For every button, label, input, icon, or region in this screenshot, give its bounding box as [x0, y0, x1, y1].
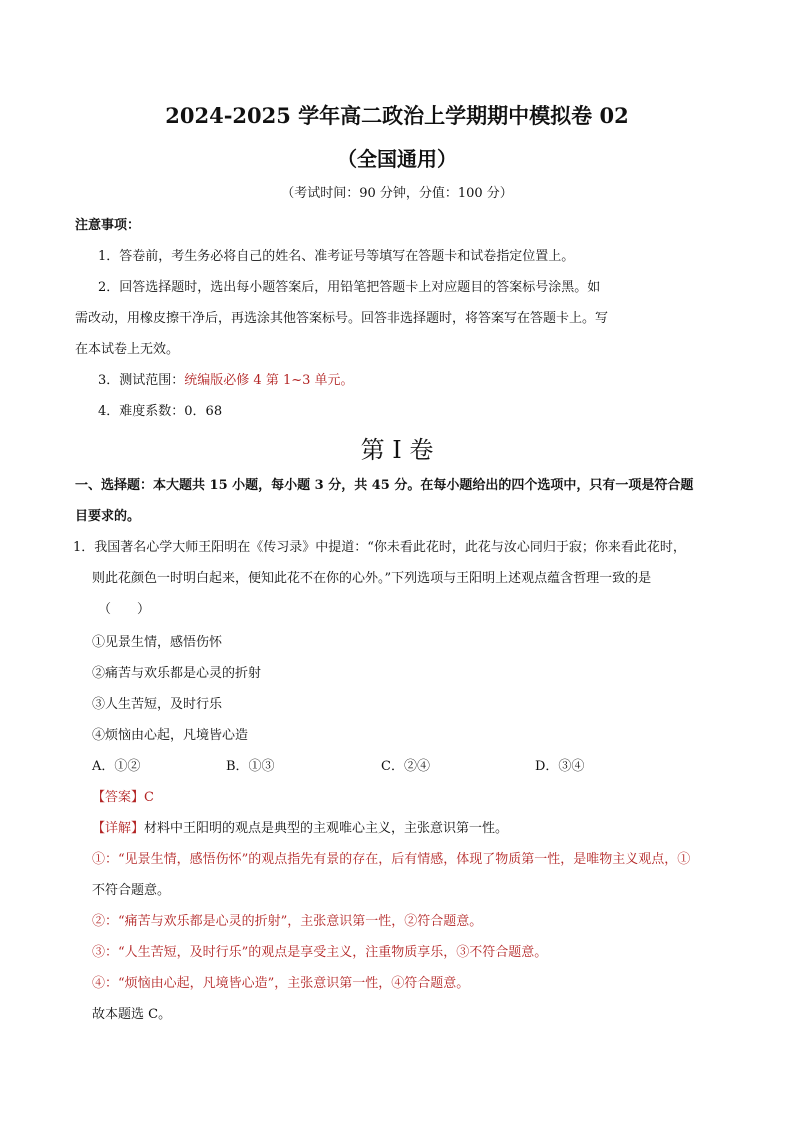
question-stem-line-2: 则此花颜色一时明白起来，便知此花不在你的心外。”下列选项与王阳明上述观点蕴含哲理一致的是 — [92, 571, 652, 586]
explanation-item-1-line-1: ①：“见景生情，感悟伤怀”的观点指先有景的存在，后有情感，体现了物质第一性，是唯物主义观点，① — [92, 852, 691, 867]
test-scope: 统编版必修 4 第 1~3 单元。 — [184, 373, 354, 388]
notice-item-4: 4．难度系数：0．68 — [98, 404, 223, 419]
notice-item-3 — [98, 371, 354, 391]
option-b: B．①③ — [226, 759, 275, 774]
answer-line — [92, 788, 154, 808]
notice-item-3-prefix: 3．测试范围： — [98, 373, 185, 388]
question-item-2: ②痛苦与欢乐都是心灵的折射 — [92, 666, 262, 681]
answer-label: 【答案】 — [92, 790, 145, 805]
notice-item-2-line-2: 需改动，用橡皮擦干净后，再选涂其他答案标号。回答非选择题时，将答案写在答题卡上。写 — [75, 311, 609, 326]
option-c: C．②④ — [381, 759, 430, 774]
exam-time-score: （考试时间：90 分钟，分值：100 分） — [281, 186, 513, 201]
notice-item-1: 1．答卷前，考生务必将自己的姓名、准考证号等填写在答题卡和试卷指定位置上。 — [98, 249, 575, 264]
explanation-label: 【详解】 — [92, 821, 145, 836]
notice-item-2-line-1: 2．回答选择题时，选出每小题答案后，用铅笔把答题卡上对应题目的答案标号涂黑。如 — [98, 280, 601, 295]
explanation-item-3: ③：“人生苦短，及时行乐”的观点是享受主义，注重物质享乐，③不符合题意。 — [92, 945, 548, 960]
explanation-item-2: ②：“痛苦与欢乐都是心灵的折射”，主张意识第一性，②符合题意。 — [92, 914, 483, 929]
question-item-3: ③人生苦短，及时行乐 — [92, 697, 223, 712]
explanation-line — [92, 819, 508, 839]
explanation-item-4: ④：“烦恼由心起，凡境皆心造”，主张意识第一性，④符合题意。 — [92, 976, 470, 991]
exam-subtitle: （全国通用） — [337, 147, 457, 171]
question-item-1: ①见景生情，感悟伤怀 — [92, 635, 223, 650]
notice-heading: 注意事项： — [75, 218, 141, 233]
section-title: 第 I 卷 — [360, 436, 434, 464]
option-d: D．③④ — [535, 759, 585, 774]
question-stem-line-3: （ ） — [98, 602, 151, 617]
section-instruction-line-2: 目要求的。 — [75, 509, 141, 524]
exam-title: 2024-2025 学年高二政治上学期期中模拟卷 02 — [165, 103, 629, 128]
explanation-conclusion: 故本题选 C。 — [92, 1007, 172, 1022]
question-stem-line-1: 1．我国著名心学大师王阳明在《传习录》中提道：“你未看此花时，此花与汝心同归于寂；你来看此花时， — [73, 540, 686, 555]
notice-item-2-line-3: 在本试卷上无效。 — [75, 342, 180, 357]
option-a: A．①② — [92, 759, 141, 774]
section-instruction-line-1: 一、选择题：本大题共 15 小题，每小题 3 分，共 45 分。在每小题给出的四个选项中，只有一项是符合题 — [75, 478, 694, 493]
answer-value: C — [144, 790, 154, 805]
explanation-summary: 材料中王阳明的观点是典型的主观唯心主义，主张意识第一性。 — [144, 821, 509, 836]
question-item-4: ④烦恼由心起，凡境皆心造 — [92, 728, 249, 743]
explanation-item-1-line-2: 不符合题意。 — [92, 883, 171, 898]
